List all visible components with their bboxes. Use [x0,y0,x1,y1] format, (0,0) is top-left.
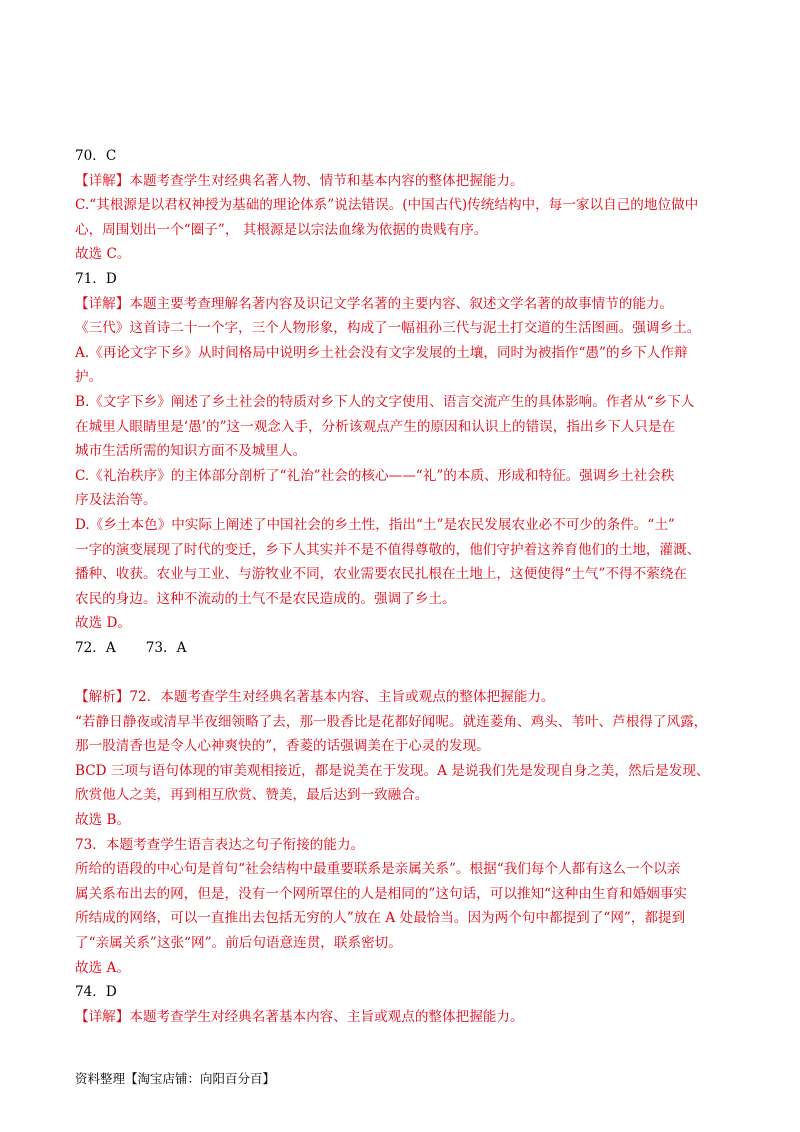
text-line: 护。 [75,369,103,386]
text-line: A.《再论文字下乡》从时间格局中说明乡土社会没有文字发展的土壤，同时为被指作“愚”的乡下人作辩 [75,344,688,361]
text-line: 【详解】本题考查学生对经典名著人物、情节和基本内容的整体把握能力。 [75,172,524,189]
text-line: 【解析】72．本题考查学生对经典名著基本内容、主旨或观点的整体把握能力。 [75,689,555,706]
text-line: 农民的身边。这种不流动的土气不是农民造成的。强调了乡土。 [75,590,456,607]
text-line: B.《文字下乡》阐述了乡土社会的特质对乡下人的文字使用、语言交流产生的具体影响。作者从“乡下人 [75,393,695,410]
text-line: 故选 B。 [75,812,131,829]
text-line: 一字的演变展现了时代的变迁，乡下人其实并不是不值得尊敬的，他们守护着这养育他们的土地，灌溉、 [75,541,701,558]
answers-70-71 [75,144,725,636]
text-line: 了“亲属关系”这张“网”。前后句语意连贯，联系密切。 [75,935,402,951]
text-line: “若静日静夜或清早半夜细领略了去，那一股香比是花都好闻呢。就连菱角、鸡头、苇叶、芦根得了风露， [75,713,708,730]
answer-72: 72．A [75,639,116,656]
text-line: 74．D [75,984,117,1001]
text-line: 城市生活所需的知识方面不及城里人。 [75,443,307,460]
text-line: 心，周围划出一个“圈子”， 其根源是以宗法血缘为依据的贵贱有序。 [75,221,488,238]
text-line: 【详解】本题考查学生对经典名著基本内容、主旨或观点的整体把握能力。 [75,1008,524,1025]
answers-72-74-analysis [75,685,725,1029]
text-line: 《三代》这首诗二十一个字，三个人物形象，构成了一幅祖孙三代与泥土打交道的生活图画。强调乡土。 [75,320,701,337]
text-line: 73．本题考查学生语言表达之句子衔接的能力。 [75,836,365,853]
text-line: 70．C [75,148,117,164]
text-line: 故选 D。 [75,615,132,632]
text-line: 属关系布出去的网，但是，没有一个网所罩住的人是相同的”这句话，可以推知“这种由生育和婚姻事实 [75,885,688,902]
text-line: 所给的语段的中心句是首句“社会结构中最重要联系是亲属关系”。根据“我们每个人都有这么一个以亲 [75,861,681,878]
text-line: 欣赏他人之美，再到相互欣赏、赞美，最后达到一致融合。 [75,787,429,804]
answer-content [75,144,725,1029]
text-line: 播种、收获。农业与工业、与游牧业不同，农业需要农民扎根在土地上，这便使得“土气”不得不萦绕在 [75,566,688,583]
text-line: 那一股清香也是令人心神爽快的”，香菱的话强调美在于心灵的发现。 [75,738,490,755]
text-line: 故选 C。 [75,246,131,263]
text-line: 所结成的网络，可以一直推出去包括无穷的人”放在 A 处最恰当。因为两个句中都提到了“网”，都提到 [75,910,686,927]
text-line: 故选 A。 [75,959,130,976]
footer-source: 资料整理【淘宝店铺：向阳百分百】 [75,1071,276,1086]
text-line: C.《礼治秩序》的主体部分剖析了“礼治”社会的核心——“礼”的本质、形成和特征。强调乡土社会秩 [75,467,675,484]
text-line: 序及法治等。 [75,492,157,509]
text-line: C.“其根源是以君权神授为基础的理论体系”说法错误。(中国古代)传统结构中，每一家以自己的地位做中 [75,197,699,214]
text-line: 【详解】本题主要考查理解名著内容及识记文学名著的主要内容、叙述文学名著的故事情节的能力。 [75,295,674,312]
blank-gap [75,660,725,685]
text-line: 71．D [75,270,117,287]
text-line: BCD 三项与语句体现的审美观相接近，都是说美在于发现。A 是说我们先是发现自身之美，然后是发现、 [75,762,710,779]
answers-72-73-line [75,636,725,661]
text-line: D.《乡土本色》中实际上阐述了中国社会的乡土性，指出“土”是农民发展农业必不可少的条件。“土” [75,516,675,533]
text-line: 在城里人眼睛里是‘愚’的”这一观念入手，分析该观点产生的原因和认识上的错误，指出乡下人只是在 [75,418,676,435]
answer-73: 73．A [145,639,187,656]
